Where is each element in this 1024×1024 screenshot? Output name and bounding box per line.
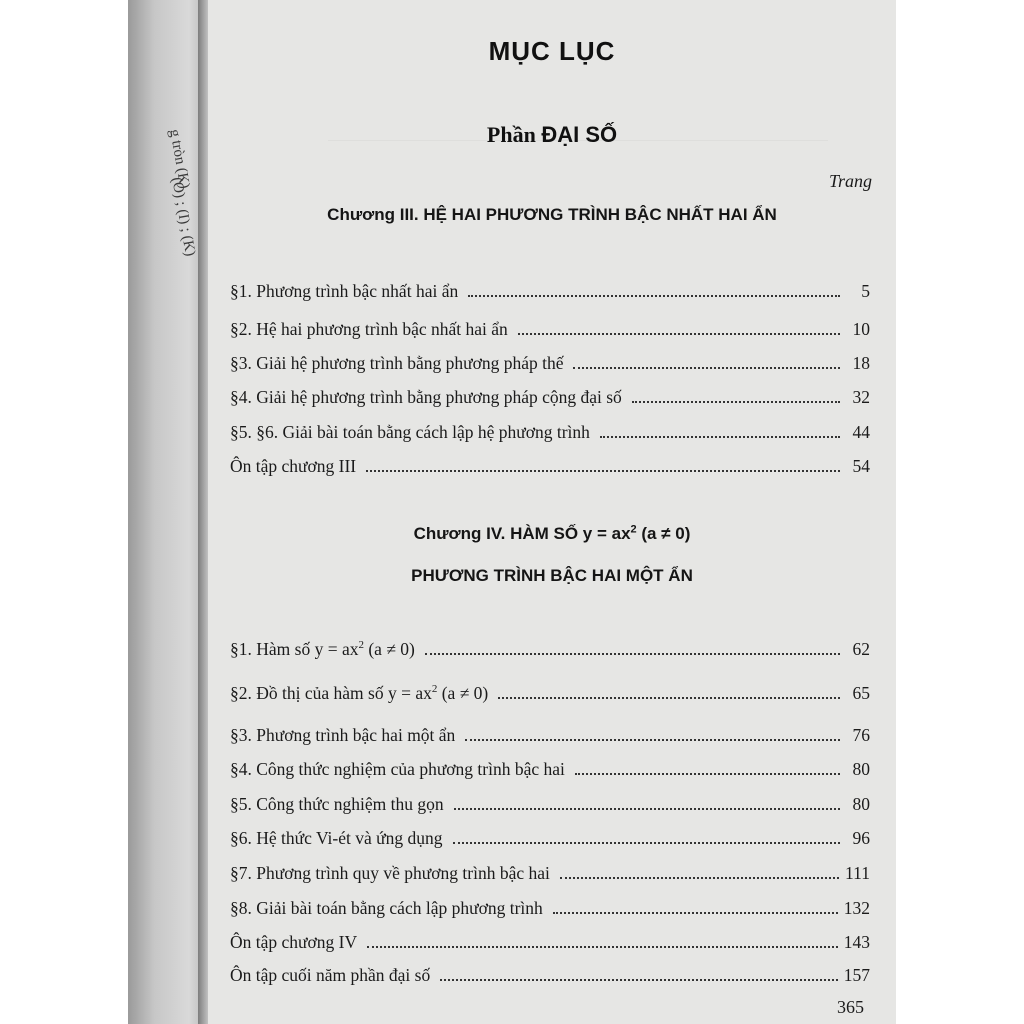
exponent: 2 [630,523,637,536]
toc-entry[interactable] [230,718,870,746]
toc-entry-title: Ôn tập cuối năm phần đại số [230,965,431,985]
dot-leader [454,807,840,810]
toc-entry[interactable] [230,856,870,884]
toc-entry-page: 157 [843,965,870,985]
toc-entry-title-text: (a ≠ 0) [363,639,415,659]
toc-entry-title: Ôn tập chương III [230,456,357,476]
dot-leader [453,841,841,844]
chapter-heading [208,524,896,544]
dot-leader [518,332,840,335]
page-column-label: Trang [828,171,872,191]
toc-entry[interactable] [230,312,870,340]
toc-entry[interactable] [230,380,870,408]
toc-entry-page: 111 [845,863,870,883]
chapter-heading: Chương III. HỆ HAI PHƯƠNG TRÌNH BẬC NHẤT HAI ẨN [327,205,777,224]
toc-entry-title-text: (a ≠ 0) [437,683,489,703]
toc-entry-page: 32 [852,387,870,407]
exponent: 2 [431,683,438,696]
dot-leader [498,696,840,699]
dot-leader [468,294,840,297]
dot-leader [573,366,840,369]
toc-entry-page: 62 [852,639,870,659]
chapter-heading-suffix: (a ≠ 0) [636,524,691,543]
toc-entry-page: 96 [852,828,870,848]
toc-entry-page: 10 [852,319,870,339]
dot-leader [560,876,839,879]
toc-entry-title: Ôn tập chương IV [230,932,358,952]
dot-leader [366,469,840,472]
toc-entry-page: 80 [852,794,870,814]
toc-entry-title: §6. Hệ thức Vi-ét và ứng dụng [230,828,443,848]
toc-entry-title: §5. Công thức nghiệm thu gọn [230,794,444,814]
toc-entry[interactable] [230,891,870,919]
part-prefix: Phần [486,122,542,147]
toc-entry-title: §5. §6. Giải bài toán bằng cách lập hệ phương trình [230,422,590,442]
dot-leader [632,400,840,403]
toc-entry-page: 80 [852,759,870,779]
toc-entry-page: 18 [852,353,870,373]
toc-entry-page: 76 [852,725,870,745]
page-number: 365 [837,997,864,1017]
toc-entry-page: 44 [852,422,870,442]
toc-entry[interactable] [230,449,870,477]
toc-entry[interactable] [230,274,870,302]
toc-entry[interactable] [230,415,870,443]
part-subject: ĐẠI SỐ [541,122,618,147]
toc-entry-title: §1. Phương trình bậc nhất hai ẩn [230,281,459,301]
chapter-subheading: PHƯƠNG TRÌNH BẬC HAI MỘT ẨN [411,566,693,585]
left-page-fragment: g tròn (K) [166,128,193,190]
dot-leader [465,738,840,741]
toc-entry-title-text: §1. Hàm số y = ax [230,639,359,659]
toc-entry-title: §8. Giải bài toán bằng cách lập phương trình [230,898,543,918]
toc-entry[interactable] [230,632,870,660]
toc-entry-page: 132 [843,898,870,918]
toc-entry-title-text: §2. Đồ thị của hàm số y = ax [230,683,432,703]
toc-entry[interactable] [230,676,870,704]
chapter-heading-prefix: Chương IV. HÀM SỐ y = ax [413,524,631,543]
dot-leader [367,945,838,948]
toc-entry-title: §3. Giải hệ phương trình bằng phương pháp thế [230,353,564,373]
toc-entry-title: §2. Hệ hai phương trình bậc nhất hai ẩn [230,319,508,339]
toc-entry-title [230,638,415,660]
toc-entry[interactable] [230,821,870,849]
toc-entry-title: §3. Phương trình bậc hai một ẩn [230,725,456,745]
exponent: 2 [358,639,364,652]
dot-leader [600,435,840,438]
toc-entry-page: 5 [861,281,870,301]
toc-entry[interactable] [230,346,870,374]
table-surface [896,0,1024,1024]
dot-leader [575,772,840,775]
page-title: MỤC LỤC [488,36,616,66]
dot-leader [553,911,838,914]
dot-leader [440,978,838,981]
toc-entry-title [230,682,488,704]
left-page-edge [128,0,204,1024]
left-page-fragment: (O) ; (I) ; (K) [168,176,198,258]
dot-leader [425,652,840,655]
toc-entry-page: 65 [852,683,870,703]
toc-entry-title: §7. Phương trình quy về phương trình bậc hai [230,863,550,883]
toc-entry[interactable] [230,787,870,815]
toc-entry[interactable] [230,958,870,986]
part-title [208,122,896,148]
toc-entry-title: §4. Công thức nghiệm của phương trình bậc hai [230,759,565,779]
toc-entry-page: 143 [843,932,870,952]
toc-entry-title: §4. Giải hệ phương trình bằng phương pháp cộng đại số [230,387,622,407]
toc-entry[interactable] [230,925,870,953]
toc-entry-page: 54 [852,456,870,476]
toc-entry[interactable] [230,752,870,780]
